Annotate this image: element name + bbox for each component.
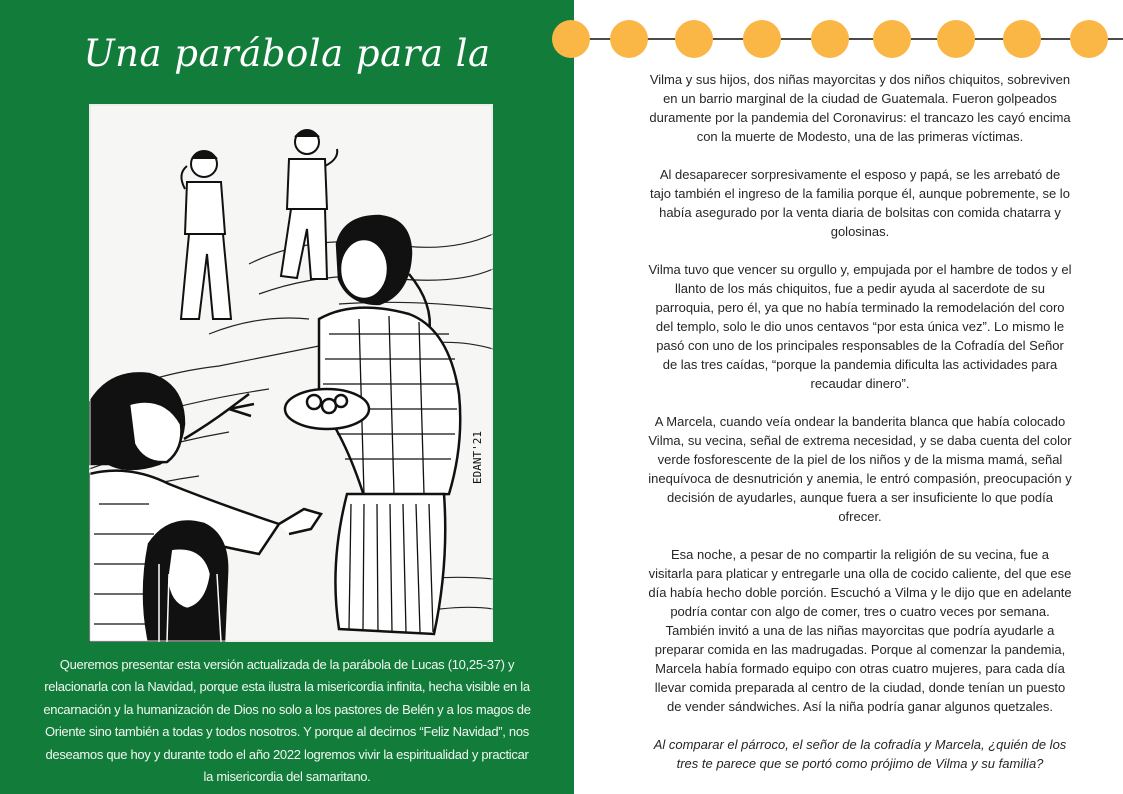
story-text	[648, 70, 1072, 773]
decorative-dot	[1003, 20, 1041, 58]
decorative-dot	[937, 20, 975, 58]
decorative-dot	[610, 20, 648, 58]
intro-text: Queremos presentar esta versión actualizada de la parábola de Lucas (10,25-37) y relacionarla con la Navidad, porque esta ilustra la misericordia infinita, hecha visible en la encarnación y la humanización de Dios no solo a los pastores de Belén y a los magos de Oriente sino también a todas y todos nosotros. Y porque al decirnos “Feliz Navidad”, nos deseamos que hoy y durante todo el año 2022 logremos vivir la espiritualidad y practicar la misericordia del samaritano.	[43, 657, 531, 785]
decorative-dot	[743, 20, 781, 58]
story-paragraph: A Marcela, cuando veía ondear la banderita blanca que había colocado Vilma, su vecina, señal de extrema necesidad, y se daba cuenta del color verde fosforescente de la piel de los niños y de la misma mamá, señal inequívoca de desnutrición y anemia, le entró compasión, preocupación y decisión de ayudarles, aunque fuera a ser insuficiente lo que podía ofrecer.	[648, 414, 1072, 524]
story-paragraph: Esa noche, a pesar de no compartir la religión de su vecina, fue a visitarla para platicar y entregarle una olla de cocido caliente, del que ese día había hecho doble porción. Escuchó a Vilma y le dijo que en adelante podría contar con algo de comer, tres o cuatro veces por semana. También invitó a una de las niñas mayorcitas que podría ayudarle a preparar comida en las madrugadas. Porque al comenzar la pandemia, Marcela había formado equipo con otras cuatro mujeres, para cada día llevar comida preparada al centro de la ciudad, donde tenían un puesto de vender sándwiches. Así la niña podría ganar algunos quetzales.	[648, 547, 1072, 714]
decorative-dot	[675, 20, 713, 58]
decorative-dot	[1070, 20, 1108, 58]
story-question: Al comparar el párroco, el señor de la cofradía y Marcela, ¿quién de los tres te parece que se portó como prójimo de Vilma y su familia?	[653, 737, 1067, 771]
ink-drawing	[89, 104, 493, 642]
decorative-dot	[552, 20, 590, 58]
story-paragraph: Al desaparecer sorpresivamente el esposo y papá, se les arrebató de tajo también el ingreso de la familia porque él, aunque pobremente, se lo había asegurado por la venta diaria de bolsitas con comida chatarra y golosinas.	[650, 167, 1070, 239]
illustration-samaritan	[89, 104, 493, 642]
story-paragraph: Vilma y sus hijos, dos niñas mayorcitas y dos niños chiquitos, sobreviven en un barrio marginal de la ciudad de Guatemala. Fueron golpeados duramente por la pandemia del Coronavirus: el trancazo les cayó encima con la muerte de Modesto, una de las primeras víctimas.	[649, 72, 1071, 144]
story-paragraph: Vilma tuvo que vencer su orgullo y, empujada por el hambre de todos y el llanto de los más chiquitos, fue a pedir ayuda al sacerdote de su parroquia, pero él, ya que no había terminado la remodelación del coro del templo, solo le dio unos centavos “por esta única vez”. Lo mismo le pasó con uno de los principales responsables de la Cofradía del Señor de las tres caídas, “porque la pandemia dificulta las actividades para recaudar dinero”.	[648, 262, 1072, 391]
decorative-dot	[873, 20, 911, 58]
artist-signature: EDANT'21	[471, 431, 484, 484]
page-title: Una parábola para la	[83, 32, 491, 75]
decorative-dot	[811, 20, 849, 58]
